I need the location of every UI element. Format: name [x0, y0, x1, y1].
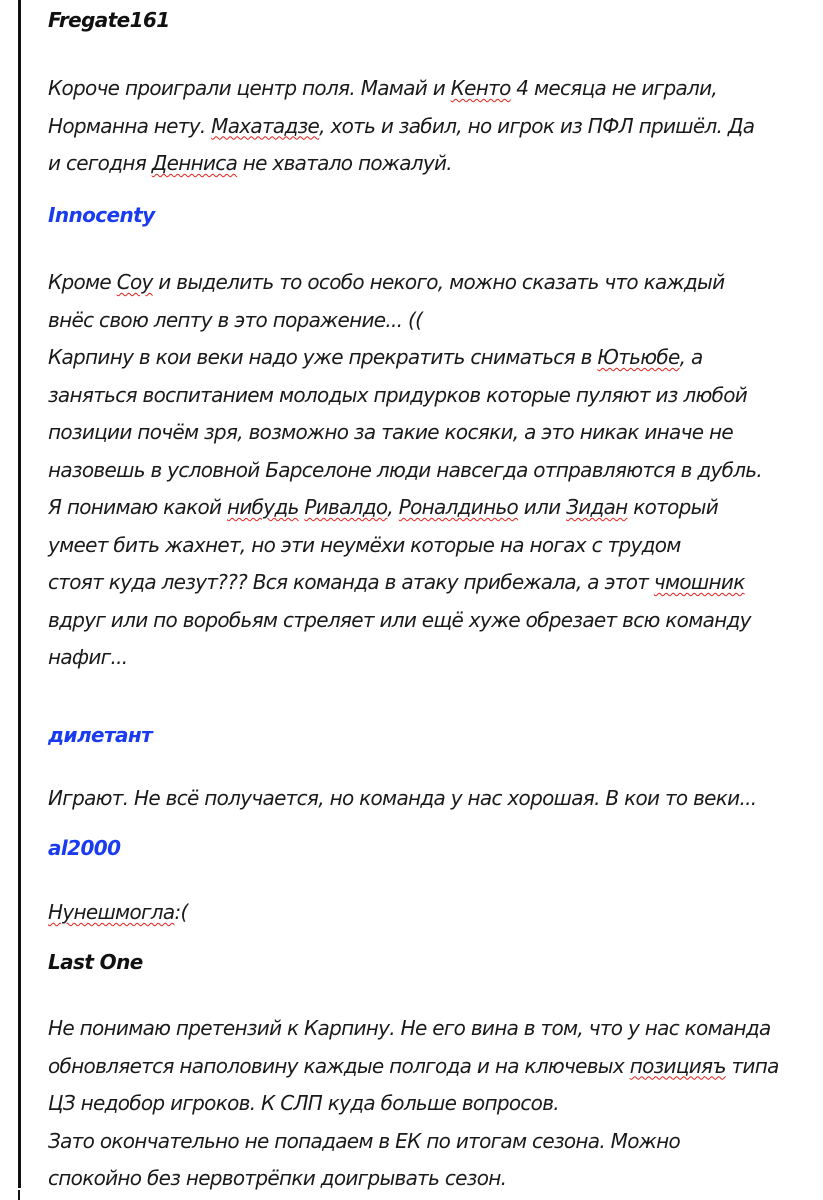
comment-text: или — [518, 495, 567, 519]
comment-line — [48, 780, 808, 818]
comment-text: умеет бить жахнет, но эти неумёхи которые на ногах с трудом — [48, 532, 681, 557]
comment-line — [48, 145, 808, 183]
comment — [48, 203, 808, 677]
comment-text: назовешь в условной Барселоне люди навсегда отправляются в дубль. — [48, 457, 763, 482]
comment-line — [48, 339, 808, 377]
comment-text: , — [387, 495, 399, 519]
comment-line — [48, 1160, 808, 1198]
comment-line — [48, 1010, 808, 1048]
comment-text: спокойно без нервотрёпки доигрывать сезон. — [48, 1166, 507, 1190]
comment-author[interactable]: Fregate161 — [48, 8, 170, 32]
comment — [48, 950, 808, 1198]
comment-line — [48, 302, 808, 340]
comment-text: Короче проиграли центр поля. Мамай и — [48, 76, 451, 100]
comment-text: :( — [174, 900, 188, 924]
spellcheck-flagged-word: Нунешмогла — [48, 900, 175, 924]
comment-text: нафиг... — [48, 645, 128, 669]
comment-line — [48, 1085, 808, 1123]
comment-line — [48, 108, 808, 146]
comment-text: Норманна нету. — [48, 113, 212, 138]
comment-text: стоят куда лезут??? Вся команда в атаку прибежала, а этот — [48, 570, 654, 594]
comment-text: не хватало пожалуй. — [237, 151, 452, 175]
comment-line — [48, 489, 808, 527]
comment-author[interactable]: Last One — [48, 950, 143, 974]
comment-line — [48, 527, 808, 565]
comment-text: Играют. Не всё получается, но команда у нас хорошая. В кои то веки... — [48, 786, 757, 810]
comment-text: обновляется наполовину каждые полгода и на ключевых — [48, 1053, 630, 1078]
comment-text: внёс свою лепту в это поражение... (( — [48, 307, 423, 332]
spellcheck-flagged-word: нибудь — [227, 495, 299, 519]
comment-line — [48, 602, 808, 640]
spellcheck-flagged-word: Соу — [116, 270, 153, 294]
comment-text: Кроме — [48, 270, 117, 294]
comment-text: который — [627, 495, 719, 519]
comment-text: заняться воспитанием молодых придурков которые пуляют из любой — [48, 382, 748, 407]
comment-text: типа — [725, 1053, 779, 1078]
comment-line — [48, 414, 808, 452]
spellcheck-flagged-word: Денниса — [151, 151, 238, 175]
comment-body — [48, 1010, 808, 1198]
comment-text: 4 месяца не играли, — [510, 76, 718, 100]
comment-line — [48, 377, 808, 415]
comment-line — [48, 264, 808, 302]
left-border-line — [18, 0, 21, 1188]
comment-text: Карпину в кои веки надо уже прекратить сниматься в — [48, 345, 598, 369]
comment-text: , хоть и забил, но игрок из ПФЛ пришёл. Да — [319, 113, 755, 138]
comment-text: , а — [679, 345, 703, 369]
comment — [48, 8, 808, 183]
comment-line — [48, 1123, 808, 1161]
left-border-tail — [18, 1190, 20, 1200]
comment-text: и выделить то особо некого, можно сказать что каждый — [152, 270, 725, 294]
comment-body — [48, 894, 808, 932]
spellcheck-flagged-word: чмошник — [653, 570, 745, 594]
spellcheck-flagged-word: Зидан — [566, 495, 628, 519]
comment-line — [48, 1048, 808, 1086]
comment-author[interactable]: al2000 — [48, 836, 121, 860]
comment — [48, 836, 808, 932]
spellcheck-flagged-word: Махатадзе — [211, 113, 320, 138]
comment-line — [48, 639, 808, 677]
comment-body — [48, 264, 808, 677]
comment-author[interactable]: дилетант — [48, 723, 153, 747]
comment-line — [48, 452, 808, 490]
spellcheck-flagged-word: Кенто — [450, 76, 511, 100]
spellcheck-flagged-word: Роналдиньо — [398, 495, 519, 519]
comment-line — [48, 894, 808, 932]
comment-body — [48, 780, 808, 818]
comment-text: ЦЗ недобор игроков. К СЛП куда больше вопросов. — [48, 1091, 559, 1115]
comment-text: Я понимаю какой — [48, 495, 227, 519]
spellcheck-flagged-word: Ривалдо — [304, 495, 388, 519]
spellcheck-flagged-word: Ютьюбе — [597, 345, 680, 369]
comment-text: Зато окончательно не попадаем в ЕК по итогам сезона. Можно — [48, 1128, 680, 1153]
comment-text: Не понимаю претензий к Карпину. Не его вина в том, что у нас команда — [48, 1016, 771, 1040]
comment-text: и сегодня — [48, 151, 152, 175]
comment-line — [48, 564, 808, 602]
comment-text: позиции почём зря, возможно за такие косяки, а это никак иначе не — [48, 420, 733, 444]
comment — [48, 723, 808, 818]
comment-line — [48, 70, 808, 108]
comment-body — [48, 70, 808, 183]
spellcheck-flagged-word: позицияъ — [629, 1053, 726, 1078]
comment-author[interactable]: Innocenty — [48, 203, 155, 227]
comment-text: вдруг или по воробьям стреляет или ещё хуже обрезает всю команду — [48, 607, 751, 632]
